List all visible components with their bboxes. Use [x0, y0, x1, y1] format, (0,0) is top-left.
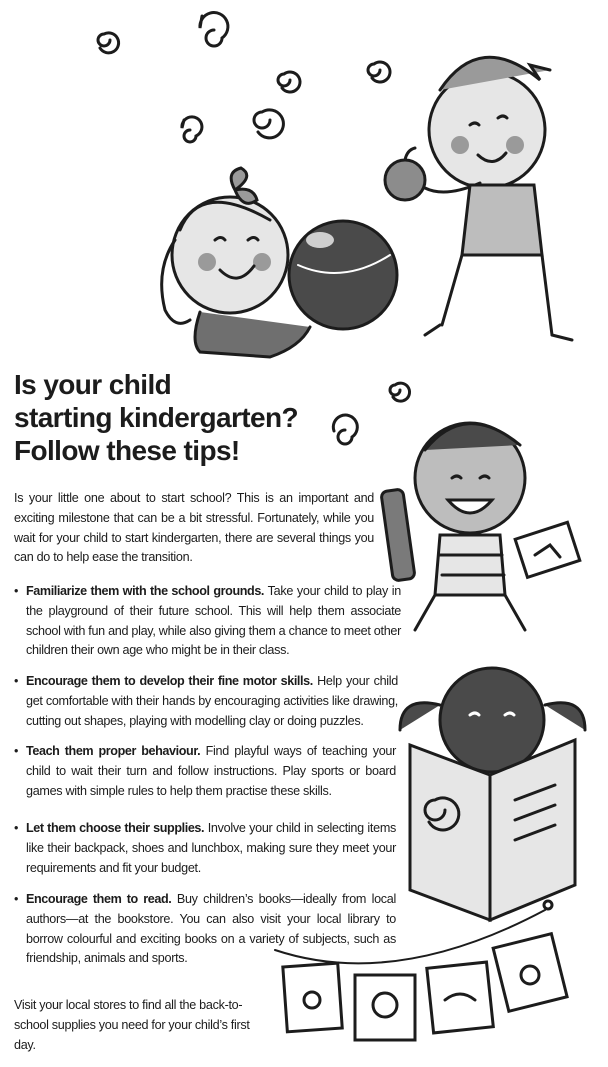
headline-line-3: Follow these tips! [14, 435, 240, 466]
tip-text: Take your child to play in the playground of their future school. This will help them associate school with fun and play, while also giving them a chance to meet other children their own age who might be in their class. [26, 584, 401, 658]
tip-text: Find playful ways of teaching your child to wait their turn and follow instructions. Play sports or board games with simple rules to help them practise these skills. [26, 744, 396, 798]
tip-item [14, 742, 396, 801]
tip-item [14, 819, 396, 878]
tip-title: Encourage them to develop their fine motor skills. [26, 674, 313, 688]
tip-text: Buy children’s books—ideally from local authors—at the bookstore. You can also visit your local library to borrow colourful and exciting books on a variety of subjects, such as friendship, animals and sports. [26, 892, 396, 966]
tip-item [14, 672, 398, 731]
tip-text: Involve your child in selecting items like their backpack, shoes and lunchbox, making sure they meet your requirements and fit your budget. [26, 821, 397, 875]
tip-text: Help your child get comfortable with their hands by encouraging activities like drawing, cutting out shapes, playing with modelling clay or doing puzzles. [26, 674, 398, 728]
tip-title: Encourage them to read. [26, 892, 172, 906]
tip-title: Let them choose their supplies. [26, 821, 205, 835]
boy-with-apple-illustration [385, 57, 572, 340]
tip-item [14, 890, 396, 969]
tip-title: Familiarize them with the school grounds. [26, 584, 265, 598]
child-with-pencil-illustration [381, 423, 580, 630]
intro-paragraph: Is your little one about to start school? This is an important and exciting milestone that can be a bit stressful. Fortunately, while you wait for your child to start kindergarten, there are several things you can do to help ease the transition. [14, 491, 374, 565]
closing-paragraph: Visit your local stores to find all the back-to-school supplies you need for your child’s first day. [14, 998, 250, 1052]
headline [14, 368, 344, 467]
girl-reading-illustration [400, 668, 585, 920]
headline-line-1: Is your child [14, 369, 172, 400]
tip-item [14, 582, 401, 661]
girl-with-ball-illustration [162, 168, 397, 357]
tip-title: Teach them proper behaviour. [26, 744, 201, 758]
headline-line-2: starting kindergarten? [14, 402, 298, 433]
